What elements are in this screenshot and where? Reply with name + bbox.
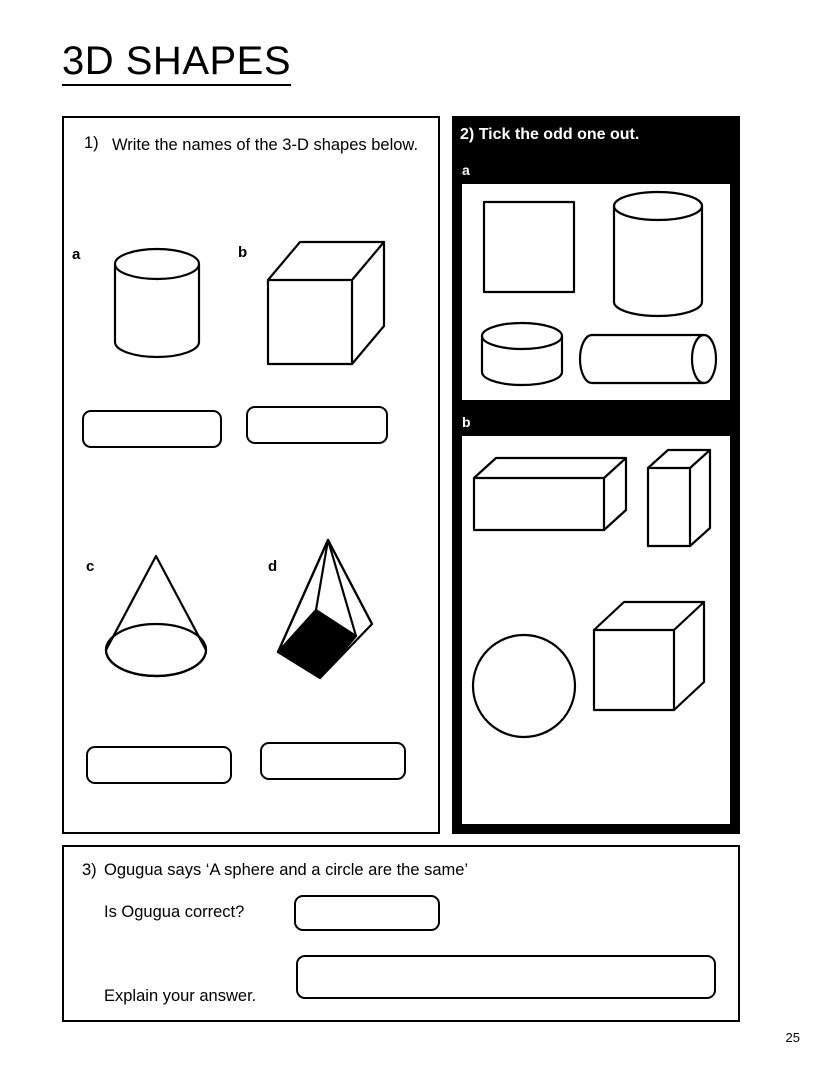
shape-label-a: a (72, 246, 81, 263)
question-2-number: 2) (460, 126, 475, 143)
shape-label-c: c (86, 558, 95, 575)
question-3-answer-box-2[interactable] (296, 955, 716, 999)
question-3-panel (62, 845, 740, 1022)
page-number: 25 (785, 1030, 800, 1045)
cylinder-shape (102, 236, 212, 371)
cube-shape (262, 230, 392, 370)
cone-shape (94, 546, 224, 686)
question-2-panel (452, 116, 740, 834)
question-3-answer-box-1[interactable] (294, 895, 440, 931)
question-3-prompt-1: Is Ogugua correct? (104, 903, 245, 921)
question-3-statement: Ogugua says ‘A sphere and a circle are the same’ (104, 861, 469, 879)
pyramid-shape (262, 532, 382, 692)
question-3-number: 3) (82, 861, 97, 879)
page-title: 3D SHAPES (62, 40, 291, 86)
question-2a-label: a (462, 162, 470, 178)
question-3-prompt-2: Explain your answer. (104, 987, 257, 1005)
answer-box-d[interactable] (260, 742, 406, 780)
question-2-text: Tick the odd one out. (478, 126, 640, 143)
answer-box-b[interactable] (246, 406, 388, 444)
answer-box-c[interactable] (86, 746, 232, 784)
question-2a-shapes-area (462, 184, 730, 400)
question-2-heading (460, 126, 639, 144)
question-2b-label: b (462, 414, 471, 430)
question-1-panel (62, 116, 440, 834)
answer-box-a[interactable] (82, 410, 222, 448)
question-2b-shapes-area (462, 436, 730, 824)
question-1-text: Write the names of the 3-D shapes below. (112, 136, 419, 154)
shape-label-b: b (238, 244, 248, 261)
question-1-number: 1) (84, 134, 99, 152)
shape-label-d: d (268, 558, 278, 575)
